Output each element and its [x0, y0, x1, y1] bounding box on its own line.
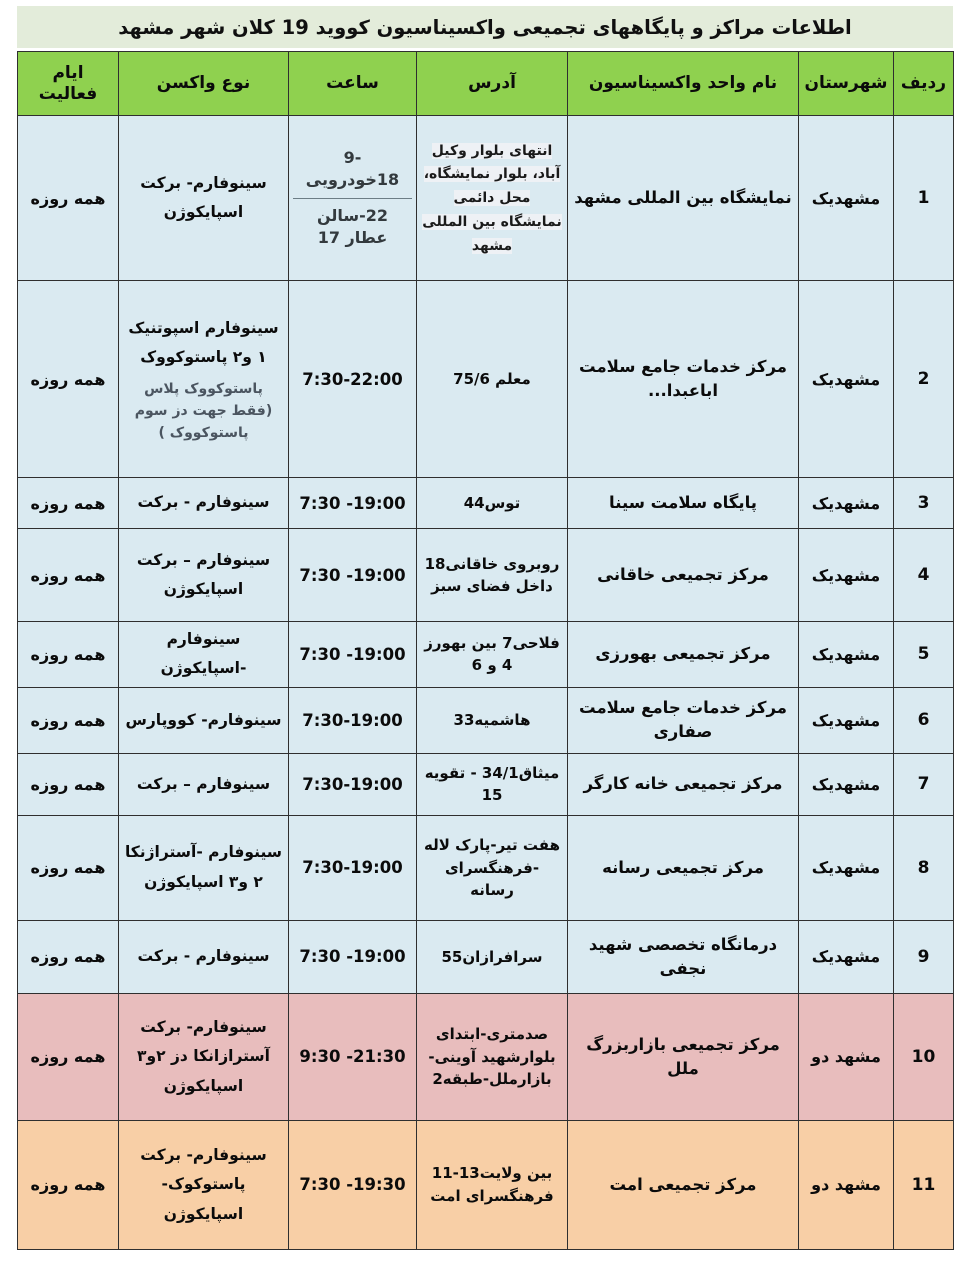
- cell-name: مرکز تجمیعی خانه کارگر: [568, 753, 799, 815]
- cell-address: میثاق34/1 - تقویه 15: [417, 753, 568, 815]
- time-slot-drive-through: 9-18خودرویی: [293, 141, 412, 198]
- cell-address: هفت تیر-پارک لاله -فرهنگسرای رسانه: [417, 815, 568, 920]
- cell-name: درمانگاه تخصصی شهید نجفی: [568, 920, 799, 993]
- cell-address: توس44: [417, 478, 568, 529]
- cell-name: مرکز تجمیعی رسانه: [568, 815, 799, 920]
- cell-time: 7:30 -19:00: [289, 622, 417, 688]
- table-row: [18, 478, 954, 529]
- cell-name: مرکز خدمات جامع سلامت صفاری: [568, 687, 799, 753]
- cell-vaccine: سینوفارم – برکت اسپایکوژن: [119, 529, 289, 622]
- cell-radif: 8: [894, 815, 954, 920]
- cell-time: 9:30 -21:30: [289, 993, 417, 1120]
- cell-radif: 4: [894, 529, 954, 622]
- cell-name: نمایشگاه بین المللی مشهد: [568, 116, 799, 281]
- cell-shahrestan: مشهدیک: [799, 815, 894, 920]
- cell-days: همه روزه: [18, 622, 119, 688]
- cell-address: فلاحی7 بین بهورز 4 و 6: [417, 622, 568, 688]
- table-row: [18, 687, 954, 753]
- table-row: [18, 116, 954, 281]
- cell-shahrestan: مشهدیک: [799, 478, 894, 529]
- table-header: [18, 52, 954, 116]
- cell-time: 7:30 -19:00: [289, 478, 417, 529]
- cell-vaccine: سینوفارم - برکت: [119, 920, 289, 993]
- cell-address: روبروی خاقانی18 داخل فضای سبز: [417, 529, 568, 622]
- cell-time: 7:30-19:00: [289, 753, 417, 815]
- table-row: [18, 1120, 954, 1249]
- cell-address: سرافرازان55: [417, 920, 568, 993]
- cell-time: 7:30 -19:00: [289, 920, 417, 993]
- cell-radif: 5: [894, 622, 954, 688]
- cell-vaccine: سینوفارم- کووپارس: [119, 687, 289, 753]
- cell-name: مرکز تجمیعی امت: [568, 1120, 799, 1249]
- header-row: [18, 52, 954, 116]
- cell-radif: 10: [894, 993, 954, 1120]
- table-row: [18, 281, 954, 478]
- cell-radif: 6: [894, 687, 954, 753]
- cell-shahrestan: مشهدیک: [799, 687, 894, 753]
- cell-vaccine: سینوفارم- برکت پاستوکوک-اسپایکوژن: [119, 1120, 289, 1249]
- table-row: [18, 753, 954, 815]
- cell-time: 7:30 -19:00: [289, 529, 417, 622]
- cell-shahrestan: مشهد دو: [799, 993, 894, 1120]
- column-header-radif: ردیف: [894, 52, 954, 116]
- column-header-shahrestan: شهرستان: [799, 52, 894, 116]
- cell-address: معلم 75/6: [417, 281, 568, 478]
- table-row: [18, 920, 954, 993]
- cell-vaccine: سینوفارم- برکت آسترازانکا دز ۲و۳ اسپایکوژن: [119, 993, 289, 1120]
- cell-time: 7:30-19:00: [289, 687, 417, 753]
- table-row: [18, 993, 954, 1120]
- cell-vaccine: سینوفارم – برکت: [119, 753, 289, 815]
- cell-shahrestan: مشهدیک: [799, 116, 894, 281]
- cell-address: هاشمیه33: [417, 687, 568, 753]
- cell-time: 7:30-22:00: [289, 281, 417, 478]
- table-row: [18, 815, 954, 920]
- cell-radif: 7: [894, 753, 954, 815]
- cell-days: همه روزه: [18, 993, 119, 1120]
- cell-radif: 3: [894, 478, 954, 529]
- cell-name: مرکز تجمیعی خاقانی: [568, 529, 799, 622]
- cell-vaccine: سینوفارم - برکت: [119, 478, 289, 529]
- cell-address: صدمتری-ابتدای بلوارشهید آوینی- بازارملل-طبقه2: [417, 993, 568, 1120]
- cell-days: همه روزه: [18, 753, 119, 815]
- cell-name: مرکز خدمات جامع سلامت اباعبدا...: [568, 281, 799, 478]
- cell-time: 7:30 -19:30: [289, 1120, 417, 1249]
- cell-days: همه روزه: [18, 478, 119, 529]
- column-header-name: نام واحد واکسیناسیون: [568, 52, 799, 116]
- cell-vaccine: سینوفارم -اسپایکوژن: [119, 622, 289, 688]
- table-row: [18, 622, 954, 688]
- cell-time: [289, 116, 417, 281]
- cell-shahrestan: مشهد دو: [799, 1120, 894, 1249]
- cell-radif: 1: [894, 116, 954, 281]
- cell-address: بین ولایت13-11 فرهنگسرای امت: [417, 1120, 568, 1249]
- cell-radif: 11: [894, 1120, 954, 1249]
- cell-days: همه روزه: [18, 529, 119, 622]
- cell-radif: 2: [894, 281, 954, 478]
- cell-shahrestan: مشهدیک: [799, 753, 894, 815]
- cell-days: همه روزه: [18, 687, 119, 753]
- cell-vaccine: سینوفارم- برکت اسپایکوژن: [119, 116, 289, 281]
- cell-address: [417, 116, 568, 281]
- cell-shahrestan: مشهدیک: [799, 920, 894, 993]
- cell-shahrestan: مشهدیک: [799, 529, 894, 622]
- vaccination-centers-table: [17, 51, 954, 1250]
- cell-days: همه روزه: [18, 815, 119, 920]
- cell-days: همه روزه: [18, 116, 119, 281]
- page-title-band: [17, 6, 953, 48]
- cell-shahrestan: مشهدیک: [799, 281, 894, 478]
- cell-name: مرکز تجمیعی بازاربزرگ ملل: [568, 993, 799, 1120]
- cell-days: همه روزه: [18, 920, 119, 993]
- cell-days: همه روزه: [18, 1120, 119, 1249]
- cell-vaccine: سینوفارم -آستراژنکا ۲ و۳ اسپایکوژن: [119, 815, 289, 920]
- column-header-days: ایام فعالیت: [18, 52, 119, 116]
- cell-time: 7:30-19:00: [289, 815, 417, 920]
- column-header-address: آدرس: [417, 52, 568, 116]
- page-title: اطلاعات مراکز و پایگاههای تجمیعی واکسیناسیون کووید 19 کلان شهر مشهد: [118, 15, 852, 39]
- column-header-time: ساعت: [289, 52, 417, 116]
- time-split-table: [293, 141, 412, 256]
- time-slot-hall: 22-سالن عطار 17: [316, 205, 389, 247]
- cell-name: پایگاه سلامت سینا: [568, 478, 799, 529]
- vaccine-note: پاستوکووک پلاس (فقط جهت دز سوم پاستوکووک ): [134, 381, 273, 441]
- table-row: [18, 529, 954, 622]
- cell-radif: 9: [894, 920, 954, 993]
- cell-shahrestan: مشهدیک: [799, 622, 894, 688]
- address-text: انتهای بلوار وکیل آباد، بلوار نمایشگاه، محل دائمی نمایشگاه بین المللی مشهد: [422, 142, 562, 254]
- column-header-vaccine: نوع واکسن: [119, 52, 289, 116]
- cell-vaccine: [119, 281, 289, 478]
- table-body: [18, 116, 954, 1250]
- cell-days: همه روزه: [18, 281, 119, 478]
- vaccine-primary: سینوفارم اسپوتنیک ۱ و۲ پاستوکووک: [128, 318, 279, 366]
- cell-name: مرکز تجمیعی بهورزی: [568, 622, 799, 688]
